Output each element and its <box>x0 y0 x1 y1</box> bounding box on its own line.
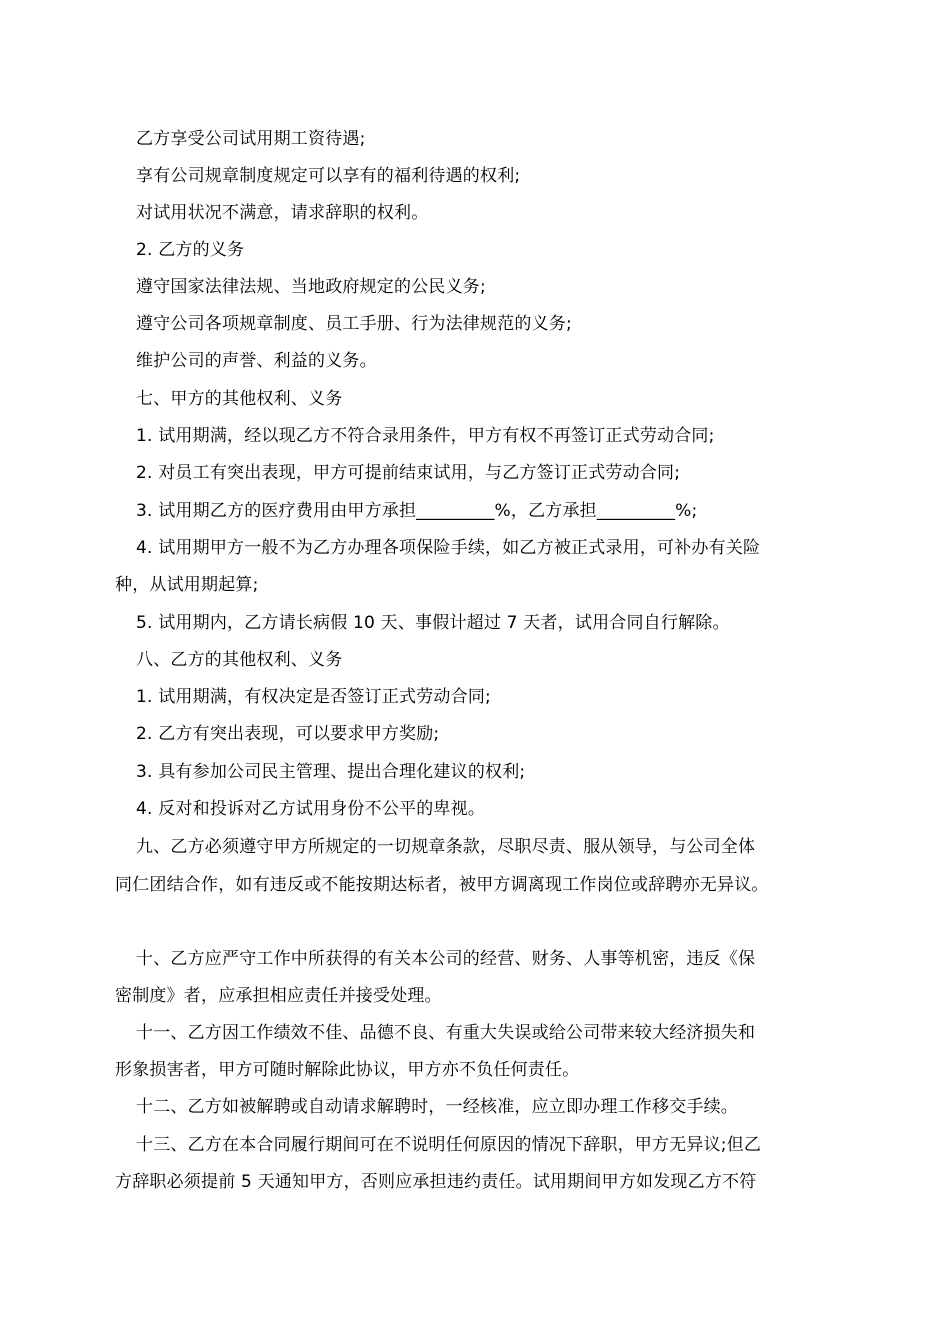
paragraph-line: 3. 具有参加公司民主管理、提出合理化建议的权利; <box>136 762 526 782</box>
paragraph-line: 同仁团结合作，如有违反或不能按期达标者，被甲方调离现工作岗位或辞聘亦无异议。 <box>115 875 769 895</box>
paragraph-line: 2. 对员工有突出表现，甲方可提前结束试用，与乙方签订正式劳动合同; <box>136 463 681 483</box>
paragraph-line: 1. 试用期满，经以现乙方不符合录用条件，甲方有权不再签订正式劳动合同; <box>136 426 715 446</box>
section-heading: 2. 乙方的义务 <box>136 240 245 260</box>
paragraph-line: 5. 试用期内，乙方请长病假 10 天、事假计超过 7 天者，试用合同自行解除。 <box>136 613 730 633</box>
paragraph-line: 十三、乙方在本合同履行期间可在不说明任何原因的情况下辞职，甲方无异议;但乙 <box>136 1135 762 1155</box>
section-heading: 八、乙方的其他权利、义务 <box>136 650 343 670</box>
paragraph-line: 十一、乙方因工作绩效不佳、品德不良、有重大失误或给公司带来较大经济损失和 <box>136 1023 756 1043</box>
paragraph-line: 方辞职必须提前 5 天通知甲方，否则应承担违约责任。试用期间甲方如发现乙方不符 <box>115 1172 757 1192</box>
paragraph-line: 十二、乙方如被解聘或自动请求解聘时，一经核准，应立即办理工作移交手续。 <box>136 1097 738 1117</box>
paragraph-line: 享有公司规章制度规定可以享有的福利待遇的权利; <box>136 166 521 186</box>
paragraph-line: 遵守公司各项规章制度、员工手册、行为法律规范的义务; <box>136 314 572 334</box>
paragraph-line: 4. 反对和投诉对乙方试用身份不公平的卑视。 <box>136 799 486 819</box>
paragraph-line: 种，从试用期起算; <box>115 575 259 595</box>
paragraph-line: 对试用状况不满意，请求辞职的权利。 <box>136 203 429 223</box>
paragraph-line: 4. 试用期甲方一般不为乙方办理各项保险手续，如乙方被正式录用，可补办有关险 <box>136 538 761 558</box>
paragraph-line: 2. 乙方有突出表现，可以要求甲方奖励; <box>136 724 440 744</box>
section-heading: 七、甲方的其他权利、义务 <box>136 389 343 409</box>
paragraph-line: 1. 试用期满，有权决定是否签订正式劳动合同; <box>136 687 491 707</box>
paragraph-line: 遵守国家法律法规、当地政府规定的公民义务; <box>136 277 486 297</box>
paragraph-line: 九、乙方必须遵守甲方所规定的一切规章条款，尽职尽责、服从领导，与公司全体 <box>136 837 756 857</box>
paragraph-line: 十、乙方应严守工作中所获得的有关本公司的经营、财务、人事等机密，违反《保 <box>136 949 756 969</box>
paragraph-line: 3. 试用期乙方的医疗费用由甲方承担_________%，乙方承担_________%; <box>136 501 698 521</box>
paragraph-line: 密制度》者，应承担相应责任并接受处理。 <box>115 986 442 1006</box>
paragraph-line: 维护公司的声誉、利益的义务。 <box>136 351 377 371</box>
paragraph-line: 乙方享受公司试用期工资待遇; <box>136 129 366 149</box>
paragraph-line: 形象损害者，甲方可随时解除此协议，甲方亦不负任何责任。 <box>115 1060 580 1080</box>
